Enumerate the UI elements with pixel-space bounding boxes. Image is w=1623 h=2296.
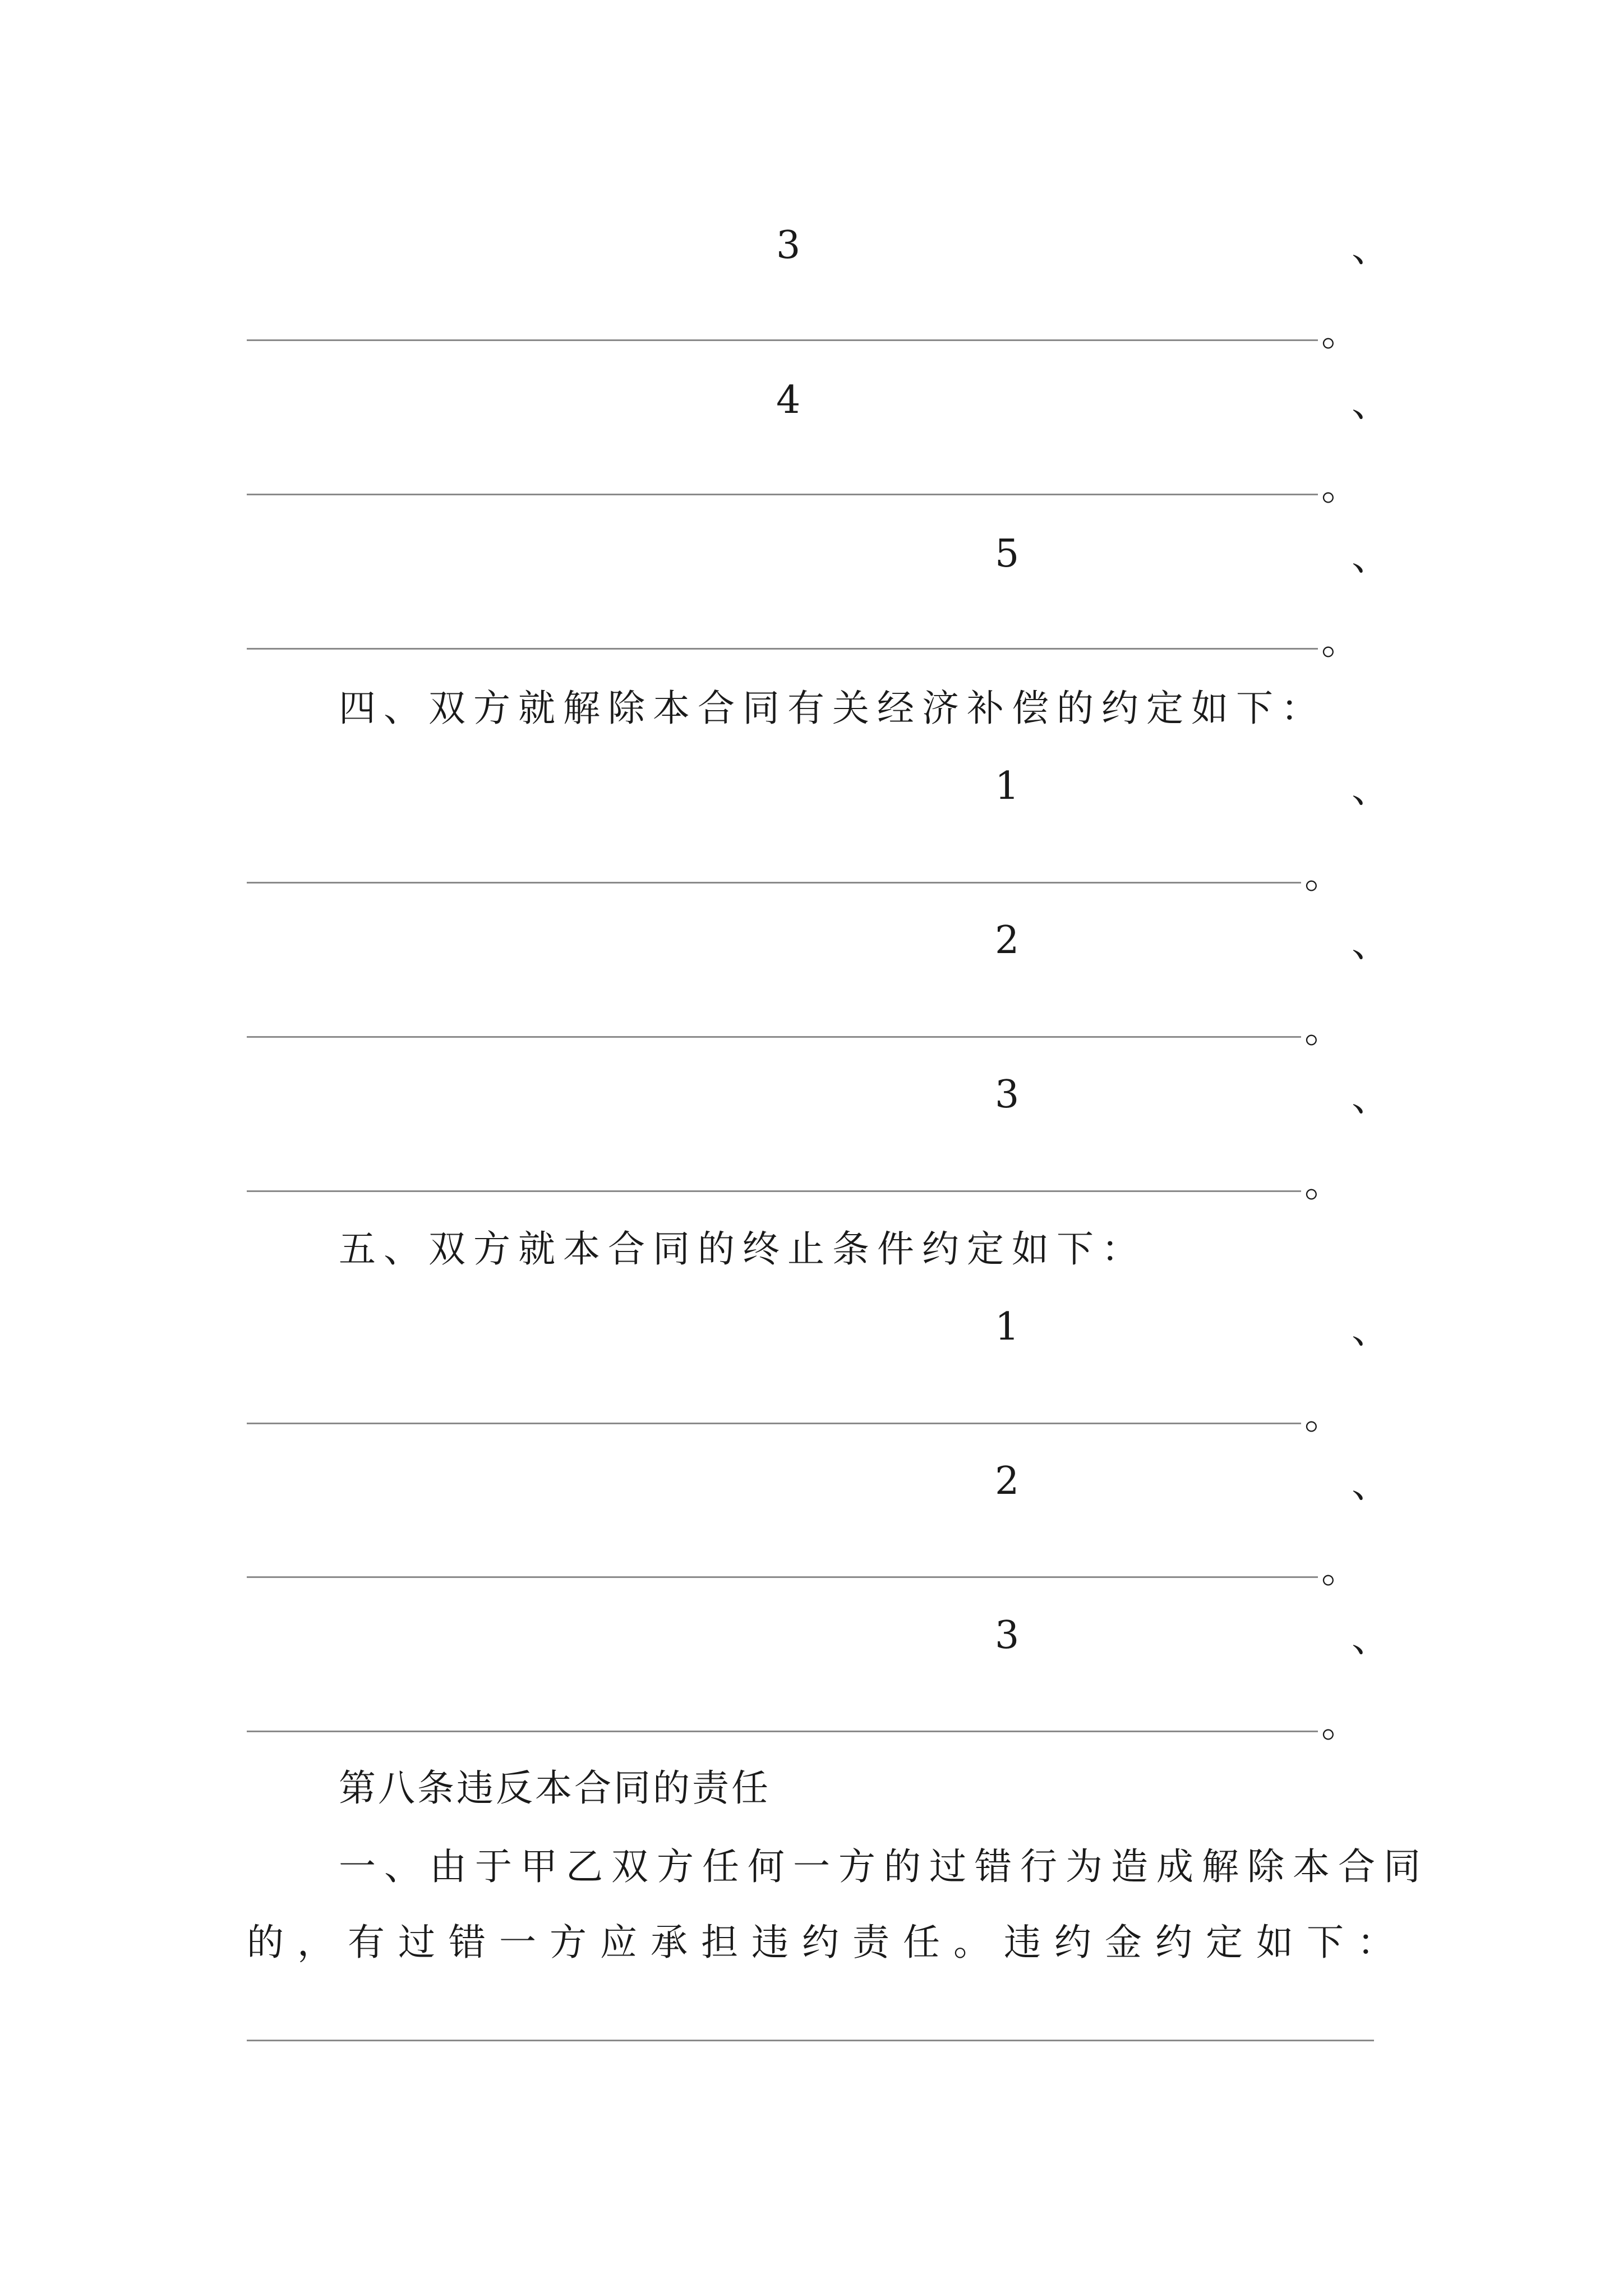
fill-in-blank-line[interactable] xyxy=(247,1190,1301,1192)
item-period: 。 xyxy=(1321,1702,1360,1746)
fill-in-blank-line[interactable] xyxy=(247,2040,1374,2041)
fill-in-blank-line[interactable] xyxy=(247,1576,1318,1578)
item-comma: 、 xyxy=(1352,1617,1390,1661)
fill-in-blank-line[interactable] xyxy=(247,882,1301,884)
article-paragraph-line: 一、由于甲乙双方任何一方的过错行为造成解除本合同 xyxy=(339,1845,1429,1888)
item-period: 。 xyxy=(1304,1162,1343,1206)
item-comma: 、 xyxy=(1352,767,1390,812)
item-period: 。 xyxy=(1321,619,1360,664)
item-number: 2 xyxy=(995,918,1020,963)
item-period: 。 xyxy=(1304,853,1343,898)
item-period: 。 xyxy=(1304,1394,1343,1438)
fill-in-blank-line[interactable] xyxy=(247,1423,1301,1424)
item-period: 。 xyxy=(1321,465,1360,509)
article-paragraph-line: 的，有过错一方应承担违约责任。违约金约定如下： xyxy=(247,1921,1408,1964)
item-period: 。 xyxy=(1321,311,1360,355)
item-number: 4 xyxy=(776,378,801,422)
fill-in-blank-line[interactable] xyxy=(247,648,1318,650)
item-number: 3 xyxy=(995,1613,1020,1658)
item-number: 3 xyxy=(776,223,801,268)
article-title: 第八条违反本合同的责任 xyxy=(339,1766,771,1810)
item-comma: 、 xyxy=(1352,922,1390,966)
item-number: 1 xyxy=(995,1305,1020,1349)
item-comma: 、 xyxy=(1352,1462,1390,1507)
item-comma: 、 xyxy=(1352,1076,1390,1120)
item-number: 1 xyxy=(995,764,1020,808)
item-number: 5 xyxy=(995,532,1020,576)
section-heading-termination-conditions: 五、双方就本合同的终止条件约定如下： xyxy=(339,1227,1146,1271)
item-period: 。 xyxy=(1321,1548,1360,1592)
fill-in-blank-line[interactable] xyxy=(247,494,1318,495)
fill-in-blank-line[interactable] xyxy=(247,339,1318,341)
fill-in-blank-line[interactable] xyxy=(247,1731,1318,1732)
item-number: 3 xyxy=(995,1073,1020,1117)
item-number: 2 xyxy=(995,1459,1020,1503)
fill-in-blank-line[interactable] xyxy=(247,1036,1301,1038)
item-comma: 、 xyxy=(1352,381,1390,426)
item-comma: 、 xyxy=(1352,227,1390,271)
item-comma: 、 xyxy=(1352,1308,1390,1352)
item-comma: 、 xyxy=(1352,535,1390,579)
item-period: 。 xyxy=(1304,1007,1343,1052)
section-heading-economic-compensation: 四、双方就解除本合同有关经济补偿的约定如下： xyxy=(339,687,1326,730)
